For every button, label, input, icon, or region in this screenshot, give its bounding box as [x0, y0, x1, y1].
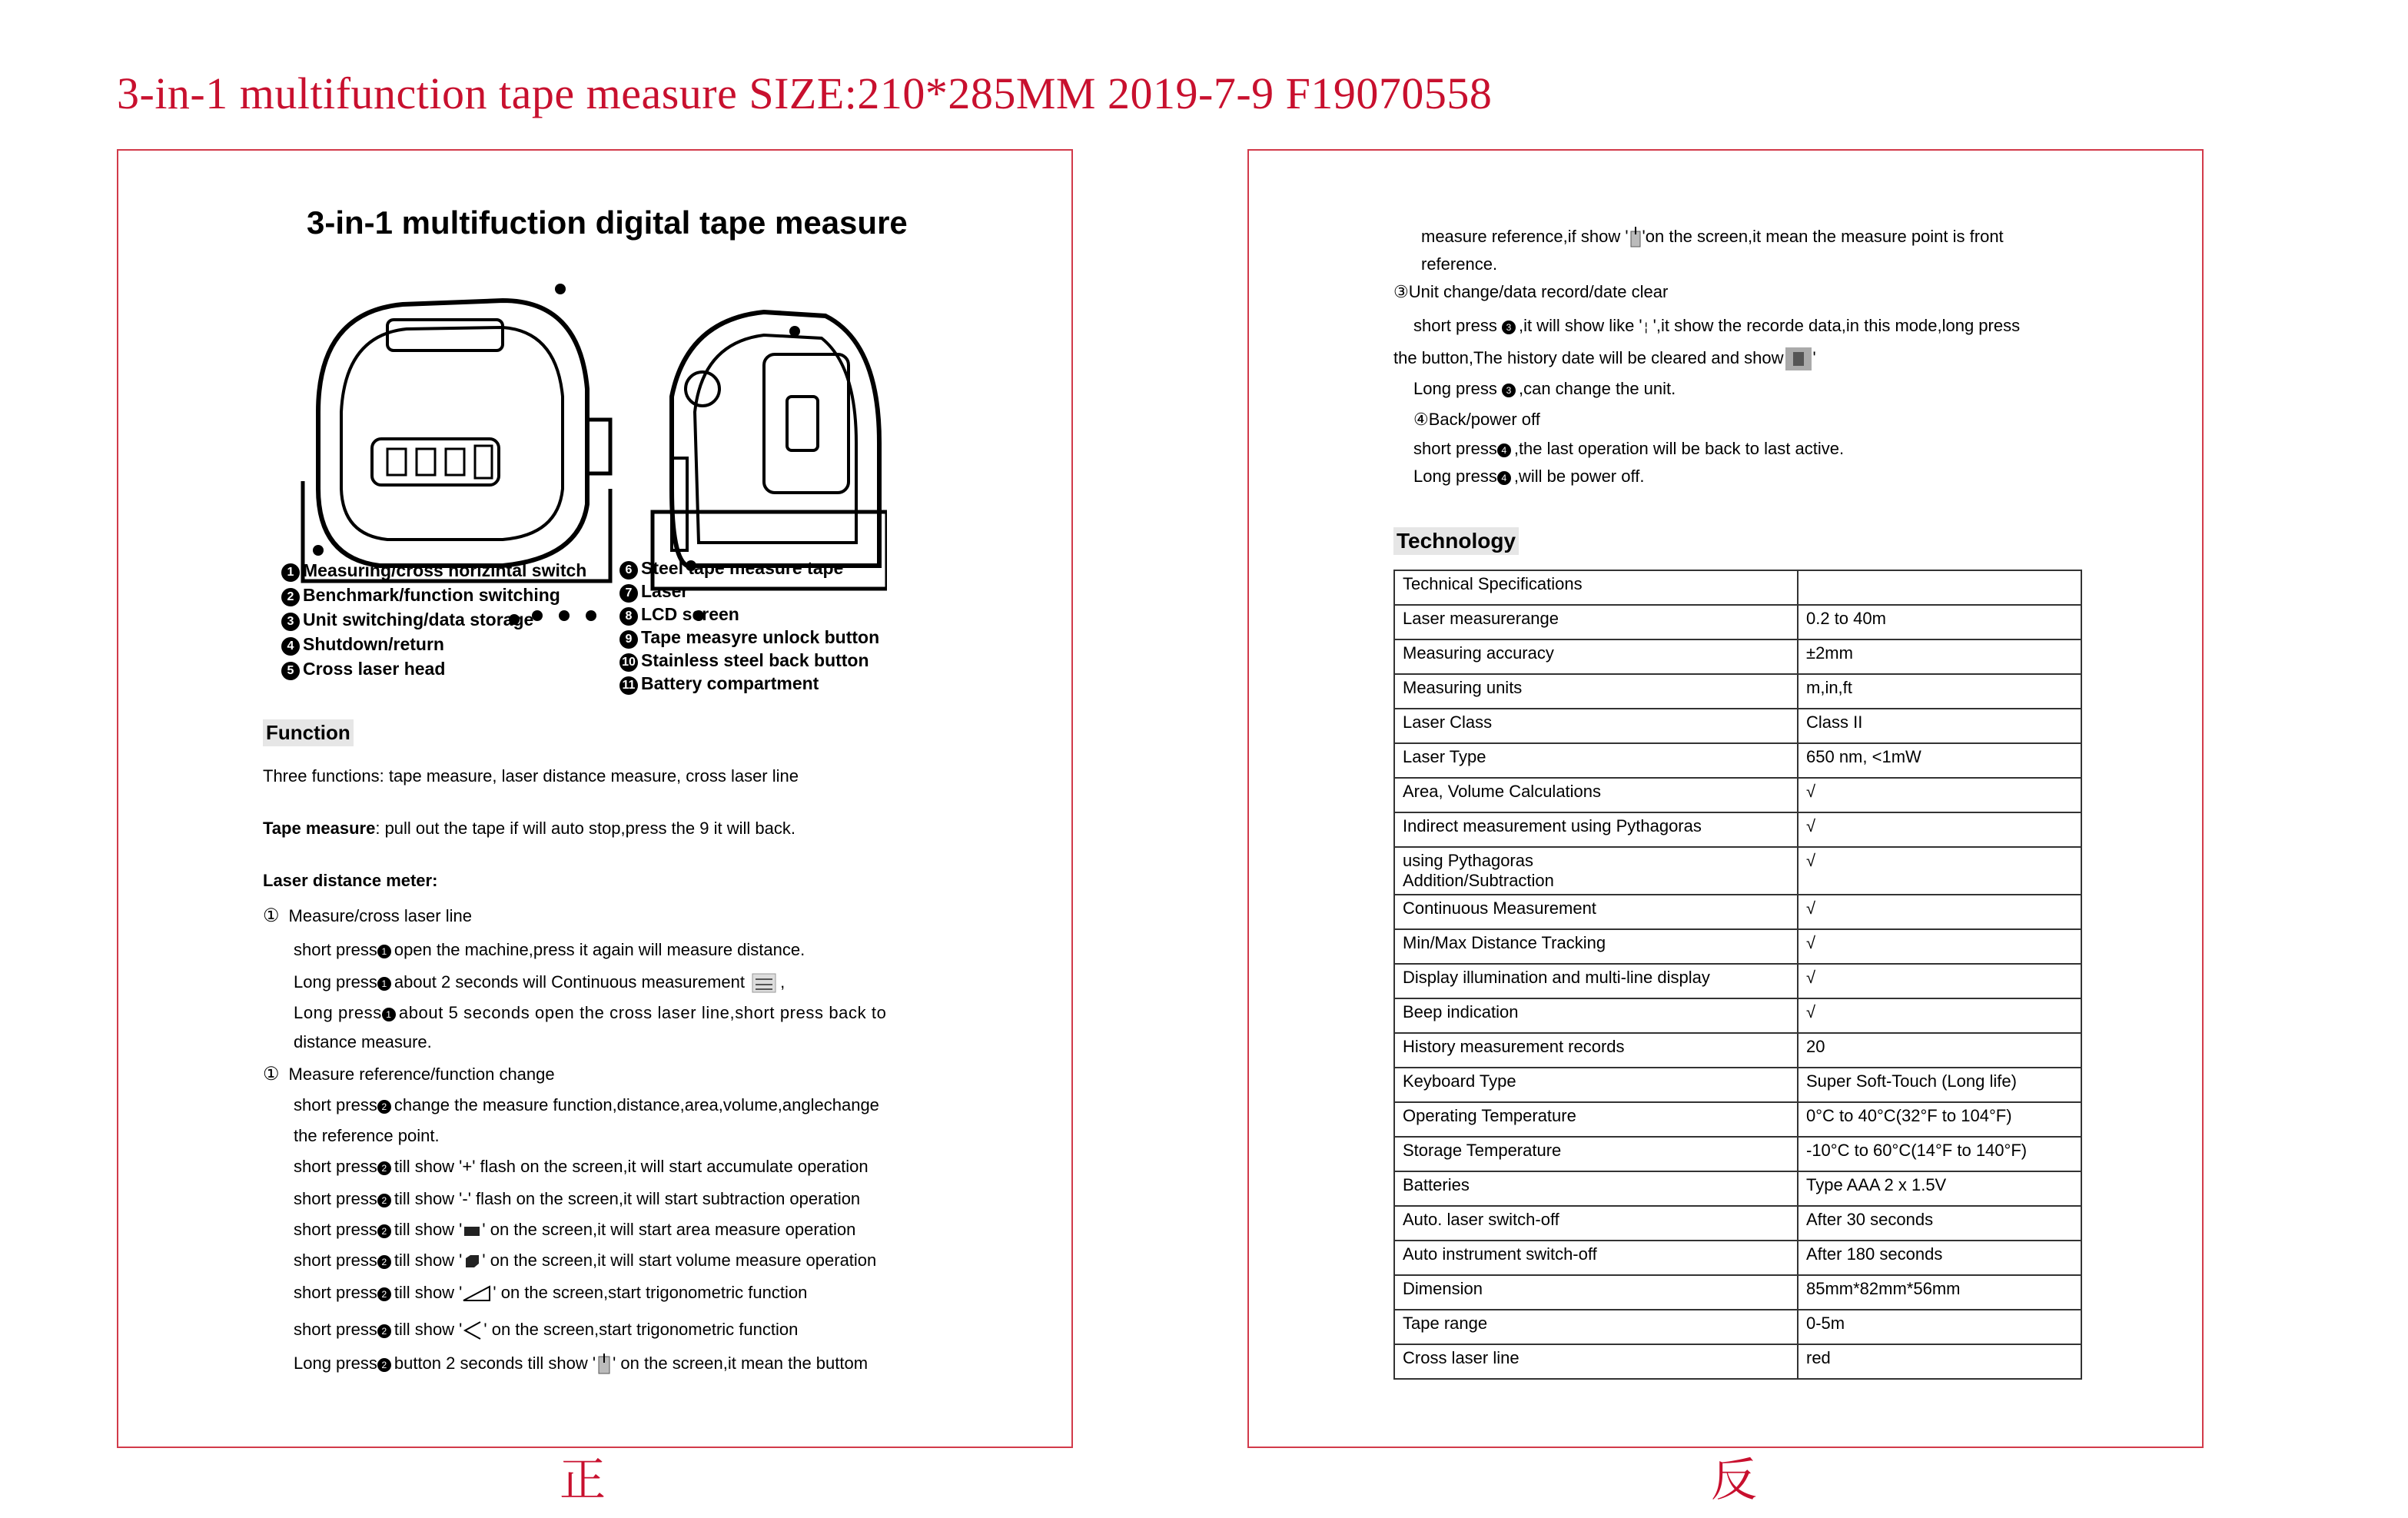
technology-heading: Technology — [1393, 527, 1519, 555]
button-2-icon: 2 — [377, 1161, 391, 1175]
table-row — [1394, 1344, 2081, 1379]
table-row — [1394, 1137, 2081, 1171]
three-functions-text: Three functions: tape measure, laser distance measure, cross laser line — [263, 766, 799, 786]
spec-value-cell: Type AAA 2 x 1.5V — [1798, 1171, 2081, 1206]
item1-line4: distance measure. — [294, 1032, 432, 1051]
spec-name-cell: Storage Temperature — [1394, 1137, 1798, 1171]
legend-item: 2 Benchmark/function switching — [281, 583, 586, 607]
item2-line3: short press 2 till show '+' flash on the screen,it will start accumulate operation — [294, 1157, 869, 1176]
item2-line6: short press 2 till show ' ' on the screen,it will start volume measure operation — [294, 1251, 877, 1270]
angle-icon — [462, 1284, 493, 1304]
spec-value-cell: √ — [1798, 778, 2081, 812]
spec-table — [1393, 570, 2082, 1380]
spec-name-cell: History measurement records — [1394, 1033, 1798, 1068]
table-row — [1394, 1033, 2081, 1068]
button-3-icon: 3 — [1502, 321, 1516, 334]
function-heading: Function — [263, 719, 354, 746]
spec-value-cell: -10°C to 60°C(14°F to 140°F) — [1798, 1137, 2081, 1171]
button-2-icon: 2 — [377, 1358, 391, 1372]
legend-item: 1 Measuring/cross horizintal switch — [281, 558, 586, 583]
spec-name-cell: Measuring units — [1394, 674, 1798, 709]
legend-item: 11 Battery compartment — [619, 672, 879, 695]
spec-name-cell: Operating Temperature — [1394, 1102, 1798, 1137]
spec-value-cell: √ — [1798, 812, 2081, 847]
table-row — [1394, 674, 2081, 709]
button-1-icon: 1 — [382, 1008, 396, 1021]
legend-item: 9 Tape measyre unlock button — [619, 626, 879, 649]
spec-value-cell: 20 — [1798, 1033, 2081, 1068]
spec-name-cell: Laser Type — [1394, 743, 1798, 778]
item2-line5: short press 2 till show ' ' on the screen,it will start area measure operation — [294, 1220, 856, 1239]
table-row — [1394, 812, 2081, 847]
spec-name-cell: Laser measurerange — [1394, 605, 1798, 639]
spec-value-cell: After 30 seconds — [1798, 1206, 2081, 1241]
back-label: 反 — [1711, 1453, 1757, 1507]
spec-name-cell: Measuring accuracy — [1394, 639, 1798, 674]
spec-value-cell: m,in,ft — [1798, 674, 2081, 709]
button-2-icon: 2 — [377, 1224, 391, 1238]
spec-value-cell: After 180 seconds — [1798, 1241, 2081, 1275]
table-row — [1394, 998, 2081, 1033]
reference-point-icon — [596, 1354, 613, 1375]
table-row — [1394, 1241, 2081, 1275]
spec-name-cell: Area, Volume Calculations — [1394, 778, 1798, 812]
button-2-icon: 2 — [377, 1324, 391, 1338]
item2-line1: short press 2 change the measure function,distance,area,volume,anglechange — [294, 1095, 879, 1114]
table-row — [1394, 1171, 2081, 1206]
table-row — [1394, 1102, 2081, 1137]
parts-legend-right — [619, 556, 879, 695]
page-header: 3-in-1 multifunction tape measure SIZE:210*285MM 2019-7-9 F19070558 — [117, 68, 1493, 118]
spec-value-cell: √ — [1798, 895, 2081, 929]
spec-value-cell: 85mm*82mm*56mm — [1798, 1275, 2081, 1310]
back-line7: ④Back/power off — [1413, 410, 1540, 429]
item2-line7: short press 2 till show ' ' on the screen,start trigonometric function — [294, 1277, 807, 1308]
parts-legend-left — [281, 558, 586, 681]
table-row — [1394, 1310, 2081, 1344]
table-row — [1394, 847, 2081, 895]
laser-meter-heading: Laser distance meter: — [263, 871, 438, 890]
spec-value-cell: √ — [1798, 998, 2081, 1033]
spec-value-cell: √ — [1798, 964, 2081, 998]
item1-line3: Long press 1 about 5 seconds open the cross laser line,short press back to — [294, 1003, 887, 1022]
spec-name-cell: Display illumination and multi-line display — [1394, 964, 1798, 998]
table-row — [1394, 929, 2081, 964]
button-1-icon: 1 — [377, 945, 391, 958]
back-line6: Long press 3 ,can change the unit. — [1413, 379, 1676, 398]
spec-name-cell: Dimension — [1394, 1275, 1798, 1310]
button-4-icon: 4 — [1497, 443, 1511, 457]
table-row — [1394, 639, 2081, 674]
button-3-icon: 3 — [1502, 384, 1516, 397]
spec-value-cell: Class II — [1798, 709, 2081, 743]
spec-name-cell: using Pythagoras Addition/Subtraction — [1394, 847, 1798, 895]
item1-line1: short press 1 open the machine,press it again will measure distance. — [294, 940, 805, 959]
table-row — [1394, 964, 2081, 998]
item1-line2: Long press 1 about 2 seconds will Continuous measurement , — [294, 967, 785, 998]
svg-text:¦: ¦ — [1643, 320, 1649, 335]
continuous-display-icon — [749, 972, 780, 995]
document-title: 3-in-1 multifuction digital tape measure — [307, 204, 908, 241]
legend-item: 8 LCD screen — [619, 603, 879, 626]
spec-name-cell: Technical Specifications — [1394, 570, 1798, 605]
table-row — [1394, 1068, 2081, 1102]
spec-name-cell: Continuous Measurement — [1394, 895, 1798, 929]
history-cleared-icon — [1784, 346, 1813, 372]
spec-name-cell: Cross laser line — [1394, 1344, 1798, 1379]
spec-value-cell: red — [1798, 1344, 2081, 1379]
spec-value-cell: ±2mm — [1798, 639, 2081, 674]
spec-name-cell: Min/Max Distance Tracking — [1394, 929, 1798, 964]
item2-line4: short press 2 till show '-' flash on the screen,it will start subtraction operation — [294, 1189, 861, 1208]
spec-name-cell: Keyboard Type — [1394, 1068, 1798, 1102]
spec-name-cell: Tape range — [1394, 1310, 1798, 1344]
table-row — [1394, 1275, 2081, 1310]
legend-item: 4 Shutdown/return — [281, 632, 586, 656]
back-line5: the button,The history date will be cleared and show ' — [1393, 343, 1816, 374]
legend-item: 10 Stainless steel back button — [619, 649, 879, 672]
legend-item: 7 Laser — [619, 580, 879, 603]
legend-item: 3 Unit switching/data storage — [281, 607, 586, 632]
button-2-icon: 2 — [377, 1255, 391, 1269]
spec-value-cell: √ — [1798, 929, 2081, 964]
button-2-icon: 2 — [377, 1194, 391, 1207]
back-line8: short press 4 ,the last operation will be back to last active. — [1413, 439, 1845, 458]
record-icon — [1642, 318, 1653, 335]
table-row — [1394, 1206, 2081, 1241]
reference-front-icon — [1629, 227, 1642, 248]
item2-line2: the reference point. — [294, 1126, 440, 1145]
area-icon — [462, 1223, 482, 1238]
item2-line8: short press 2 till show ' ' on the screen,start trigonometric function — [294, 1314, 798, 1345]
spec-value-cell: 0°C to 40°C(32°F to 104°F) — [1798, 1102, 2081, 1137]
back-line1: measure reference,if show ' 'on the screen,it mean the measure point is front — [1421, 221, 2004, 252]
spec-name-cell: Auto. laser switch-off — [1394, 1206, 1798, 1241]
table-row — [1394, 743, 2081, 778]
back-line2: reference. — [1421, 254, 1498, 274]
item1-title: ① Measure/cross laser line — [263, 905, 472, 926]
spec-name-cell: Indirect measurement using Pythagoras — [1394, 812, 1798, 847]
item2-line9: Long press 2 button 2 seconds till show ' ' on the screen,it mean the buttom — [294, 1348, 868, 1379]
spec-name-cell: Batteries — [1394, 1171, 1798, 1206]
spec-name-cell: Laser Class — [1394, 709, 1798, 743]
spec-value-cell: Super Soft-Touch (Long life) — [1798, 1068, 2081, 1102]
back-line9: Long press 4 ,will be power off. — [1413, 467, 1645, 486]
legend-item: 5 Cross laser head — [281, 656, 586, 681]
front-page-panel — [117, 149, 1073, 1448]
spec-value-cell: 650 nm, <1mW — [1798, 743, 2081, 778]
table-row — [1394, 605, 2081, 639]
table-row — [1394, 895, 2081, 929]
back-line3: ③Unit change/data record/date clear — [1393, 282, 1669, 301]
spec-value-cell — [1798, 570, 2081, 605]
table-row — [1394, 778, 2081, 812]
volume-icon — [462, 1254, 482, 1269]
tape-measure-text: Tape measure: pull out the tape if will auto stop,press the 9 it will back. — [263, 819, 795, 838]
table-row — [1394, 709, 2081, 743]
back-line4: short press 3 ,it will show like ' ¦ ',it show the recorde data,in this mode,long press — [1413, 316, 2021, 335]
legend-item: 6 Steel tape measure tape — [619, 556, 879, 580]
spec-name-cell: Beep indication — [1394, 998, 1798, 1033]
button-1-icon: 1 — [377, 977, 391, 991]
back-page-panel — [1247, 149, 2204, 1448]
item2-title: ① Measure reference/function change — [263, 1064, 555, 1085]
button-2-icon: 2 — [377, 1100, 391, 1114]
spec-value-cell: 0-5m — [1798, 1310, 2081, 1344]
spec-value-cell: 0.2 to 40m — [1798, 605, 2081, 639]
spec-name-cell: Auto instrument switch-off — [1394, 1241, 1798, 1275]
button-4-icon: 4 — [1497, 471, 1511, 485]
button-2-icon: 2 — [377, 1287, 391, 1301]
spec-value-cell: √ — [1798, 847, 2081, 895]
trigonometric-icon — [462, 1320, 483, 1340]
front-label: 正 — [560, 1453, 606, 1507]
table-row — [1394, 570, 2081, 605]
